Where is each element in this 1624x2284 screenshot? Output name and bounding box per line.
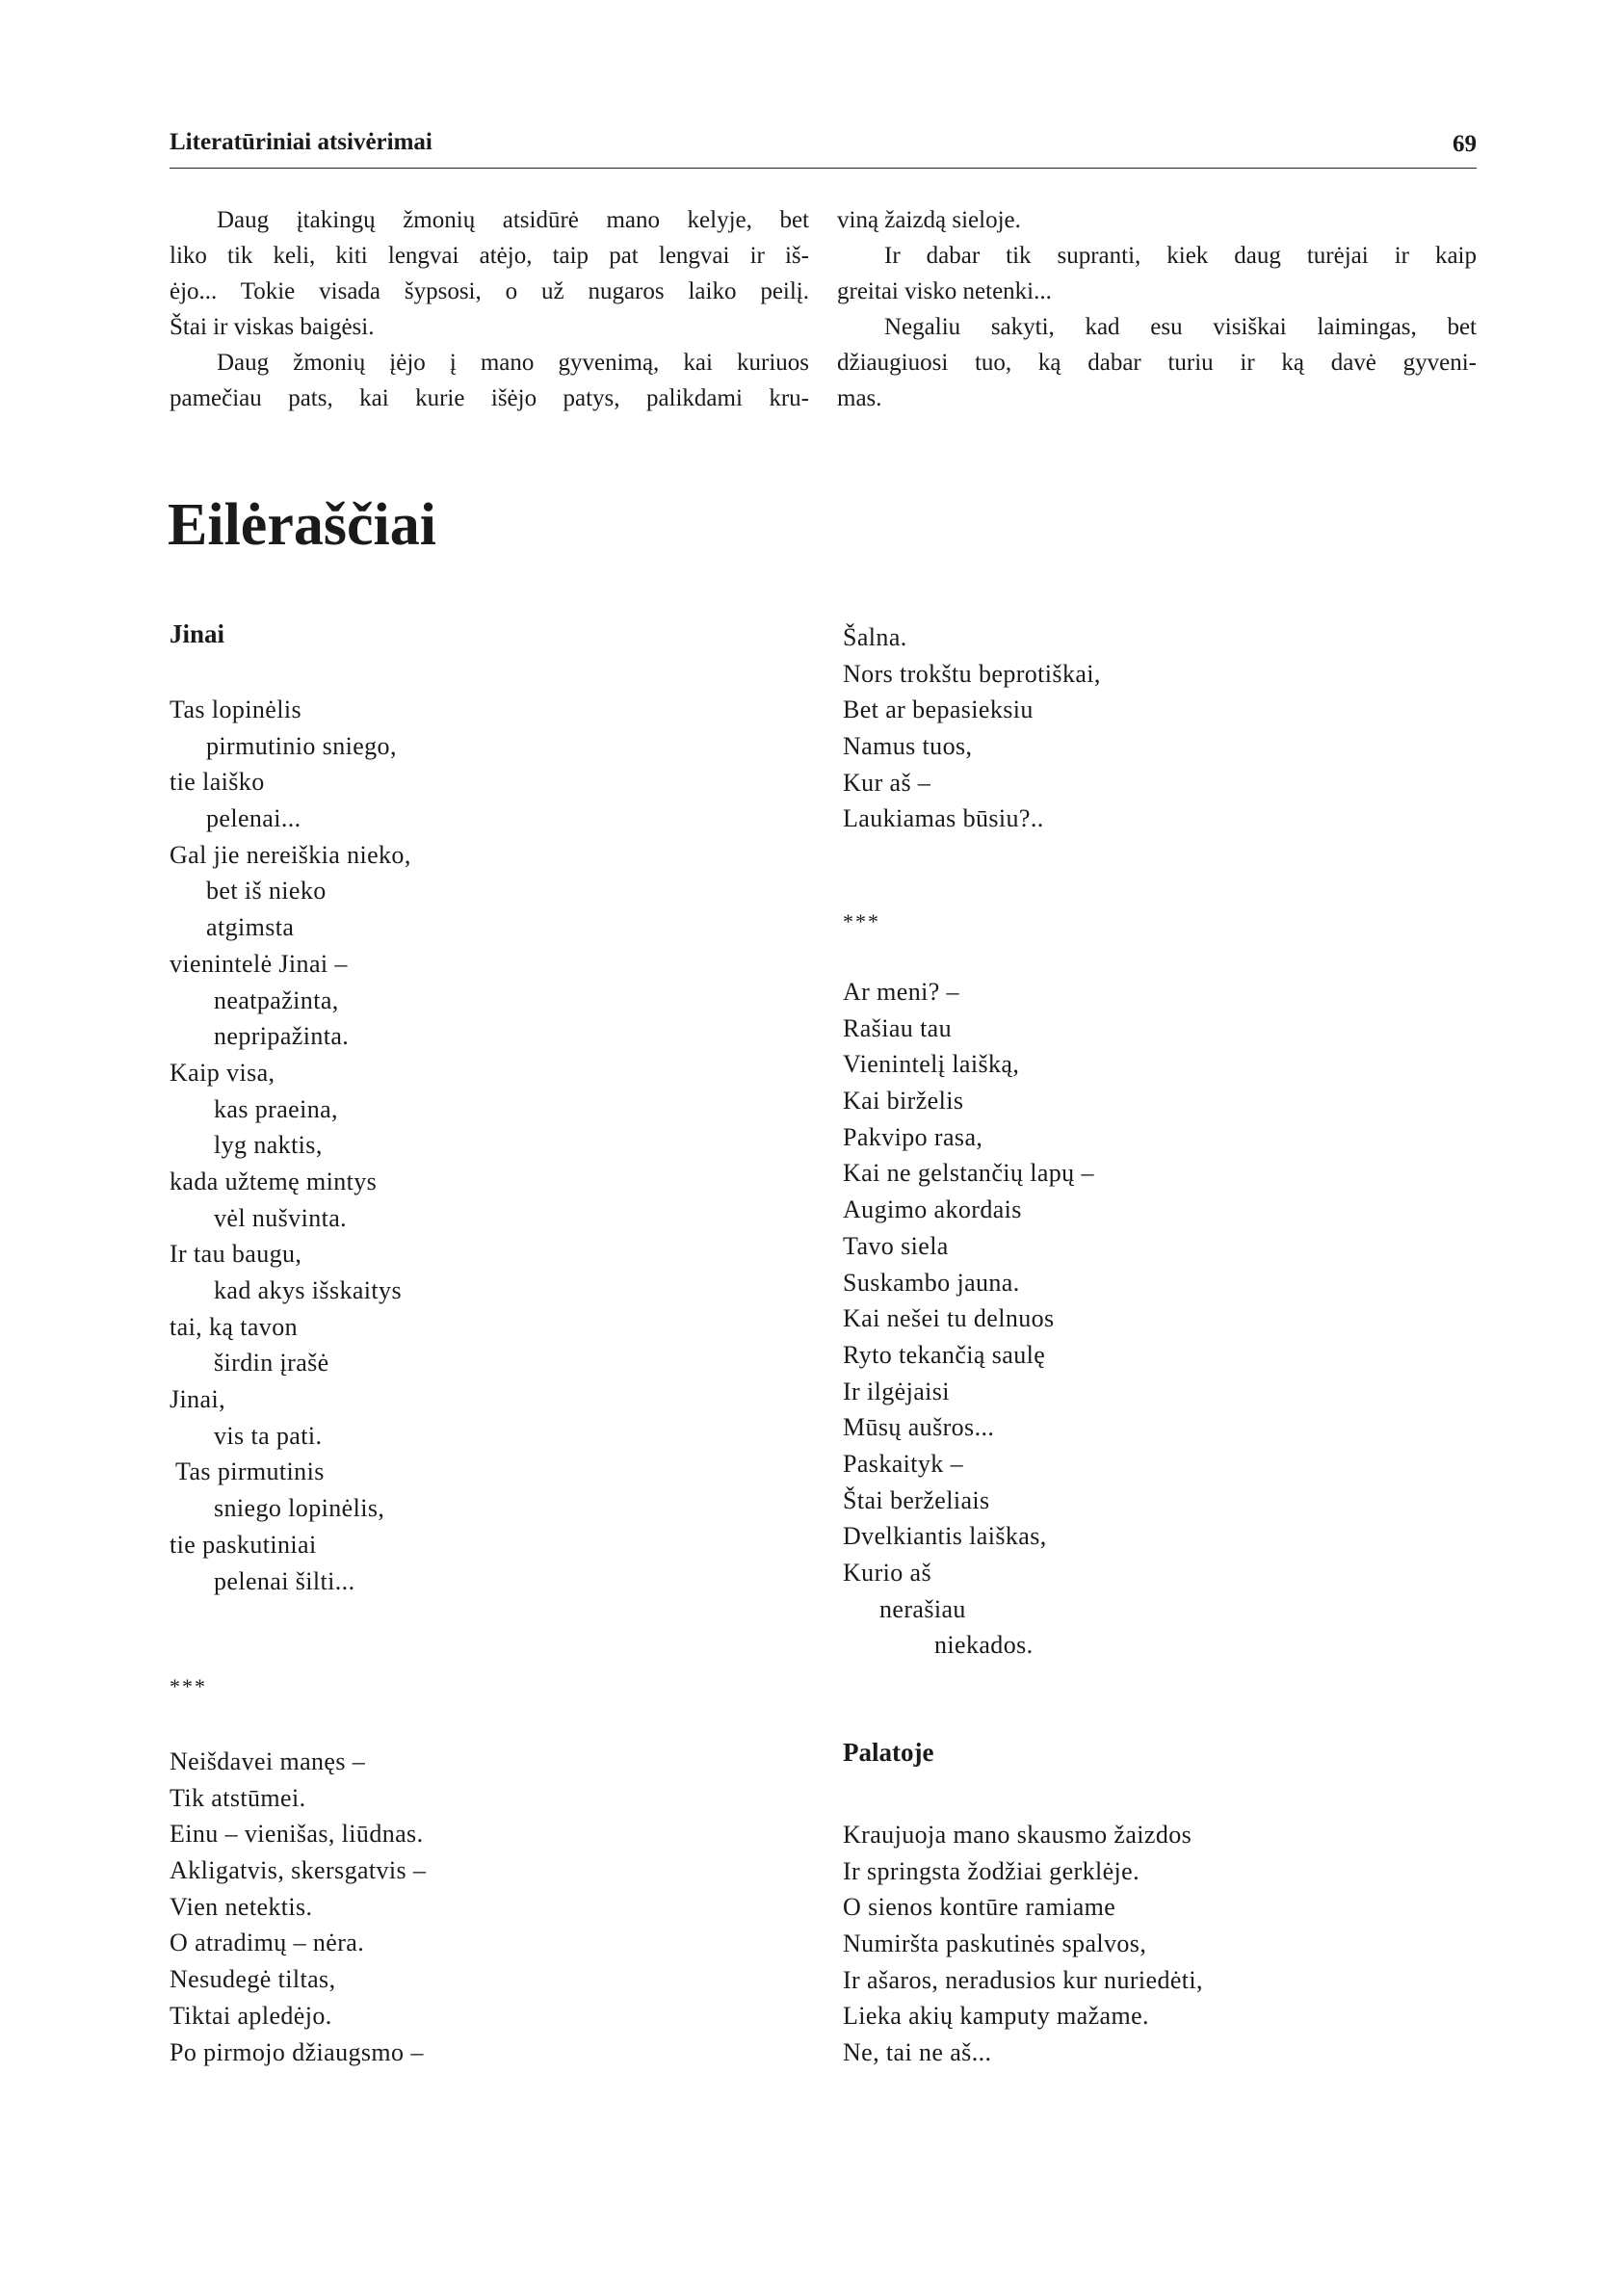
text-line: Bet ar bepasieksiu [843, 696, 1034, 724]
poem-title-jinai: Jinai [170, 619, 225, 648]
text-line: Tas pirmutinis [175, 1457, 325, 1486]
text-line: kad akys išskaitys [214, 1276, 402, 1304]
text-line: Kurio aš [843, 1559, 932, 1587]
text-line: Nesudegė tiltas, [170, 1965, 336, 1994]
text-line: Vienintelį laišką, [843, 1050, 1020, 1079]
text-line: Tas lopinėlis [170, 696, 301, 723]
text-line: vienintelė Jinai – [170, 949, 348, 978]
text-line: Negaliu sakyti, kad esu visiškai laimingas, bet [884, 314, 1477, 340]
text-line: Ir tau baugu, [170, 1240, 302, 1269]
text-line: Einu – vienišas, liūdnas. [170, 1820, 424, 1849]
text-line: nerašiau [879, 1594, 966, 1623]
text-line: Ar meni? – [843, 978, 959, 1006]
text-line: Nors trokštu beprotiškai, [843, 659, 1101, 688]
running-title: Literatūriniai atsivėrimai [170, 129, 432, 155]
text-line: viną žaizdą sieloje. [837, 207, 1021, 233]
poem-jinai [170, 692, 411, 1599]
prose-column-left [170, 202, 809, 416]
text-line: Kai nešei tu delnuos [843, 1304, 1055, 1333]
poem-untitled-1-part-1 [170, 1744, 426, 2070]
text-line: Ir springsta žodžiai gerklėje. [843, 1856, 1139, 1885]
text-line: kas praeina, [214, 1094, 338, 1123]
text-line: mas. [837, 385, 882, 411]
text-line: Akligatvis, skersgatvis – [170, 1856, 427, 1885]
text-line: Gal jie nereiškia nieko, [170, 840, 411, 869]
text-line: sniego lopinėlis, [214, 1494, 385, 1523]
running-header [170, 129, 1477, 169]
text-line: Namus tuos, [843, 732, 973, 761]
text-line: liko tik keli, kiti lengvai atėjo, taip pat lengvai ir iš- [170, 243, 809, 269]
text-line: nepripažinta. [214, 1022, 350, 1051]
text-line: Štai berželiais [843, 1485, 990, 1514]
text-line: O atradimų – nėra. [170, 1929, 365, 1957]
poem-untitled-2 [843, 974, 1094, 1664]
text-line: greitai visko netenki... [837, 278, 1052, 304]
text-line: pelenai šilti... [214, 1566, 355, 1595]
prose-column-right [837, 202, 1477, 416]
text-line: Kai ne gelstančių lapų – [843, 1159, 1094, 1188]
poem-marker-untitled-2: *** [843, 909, 880, 933]
text-line: ėjo... Tokie visada šypsosi, o už nugaros laiko peilį. [170, 278, 809, 304]
text-line: Ne, tai ne aš... [843, 2038, 992, 2067]
text-line: kada užtemę mintys [170, 1167, 378, 1195]
poem-untitled-1-part-2 [843, 619, 1101, 837]
text-line: bet iš nieko [206, 877, 327, 906]
text-line: Ir ašaros, neradusios kur nuriedėti, [843, 1965, 1203, 1994]
text-line: Numiršta paskutinės spalvos, [843, 1930, 1147, 1958]
text-line: Šalna. [843, 623, 907, 651]
text-line: Lieka akių kamputy mažame. [843, 2002, 1149, 2031]
text-line: Pakvipo rasa, [843, 1122, 983, 1151]
text-line: tie laiško [170, 768, 265, 797]
text-line: Kaip visa, [170, 1058, 275, 1087]
text-line: vis ta pati. [214, 1421, 323, 1450]
text-line: Dvelkiantis laiškas, [843, 1522, 1047, 1551]
text-line: neatpažinta, [214, 985, 339, 1014]
text-line: tie paskutiniai [170, 1530, 317, 1559]
text-line: Tiktai apledėjo. [170, 2001, 332, 2030]
text-line: džiaugiuosi tuo, ką dabar turiu ir ką davė gyveni- [837, 350, 1477, 376]
poem-palatoje [843, 1817, 1203, 2071]
text-line: Daug įtakingų žmonių atsidūrė mano kelyje, bet [217, 207, 809, 233]
section-title: Eilėraščiai [168, 492, 436, 558]
text-line: Daug žmonių įėjo į mano gyvenimą, kai kuriuos [217, 350, 809, 376]
text-line: niekados. [934, 1631, 1034, 1660]
text-line: O sienos kontūre ramiame [843, 1893, 1116, 1922]
poem-marker-untitled-1: *** [170, 1674, 207, 1698]
text-line: Kur aš – [843, 768, 931, 797]
text-line: Laukiamas būsiu?.. [843, 804, 1044, 833]
poem-title-palatoje: Palatoje [843, 1738, 934, 1767]
text-line: tai, ką tavon [170, 1312, 298, 1341]
text-line: Vien netektis. [170, 1892, 313, 1921]
text-line: pelenai... [206, 804, 301, 833]
text-line: Suskambo jauna. [843, 1268, 1020, 1297]
text-line: Po pirmojo džiaugsmo – [170, 2037, 424, 2066]
text-line: Tavo siela [843, 1231, 949, 1260]
text-line: Jinai, [170, 1385, 226, 1414]
text-line: Rašiau tau [843, 1013, 953, 1042]
text-line: Kai birželis [843, 1087, 964, 1116]
text-line: Ir dabar tik supranti, kiek daug turėjai ir kaip [884, 243, 1477, 269]
text-line: Mūsų aušros... [843, 1413, 995, 1442]
text-line: Kraujuoja mano skausmo žaizdos [843, 1821, 1192, 1849]
page-number: 69 [1453, 131, 1477, 157]
text-line: atgimsta [206, 913, 295, 942]
text-line: pamečiau pats, kai kurie išėjo patys, palikdami kru- [170, 385, 809, 411]
text-line: Štai ir viskas baigėsi. [170, 314, 375, 340]
text-line: vėl nušvinta. [214, 1203, 348, 1232]
text-line: Tik atstūmei. [170, 1783, 306, 1812]
text-line: pirmutinio sniego, [206, 731, 397, 760]
text-line: Ir ilgėjaisi [843, 1377, 950, 1405]
text-line: Ryto tekančią saulę [843, 1340, 1046, 1369]
text-line: Paskaityk – [843, 1449, 964, 1478]
text-line: Augimo akordais [843, 1195, 1022, 1224]
text-line: širdin įrašė [214, 1349, 329, 1378]
text-line: lyg naktis, [214, 1131, 323, 1160]
text-line: Neišdavei manęs – [170, 1747, 366, 1775]
